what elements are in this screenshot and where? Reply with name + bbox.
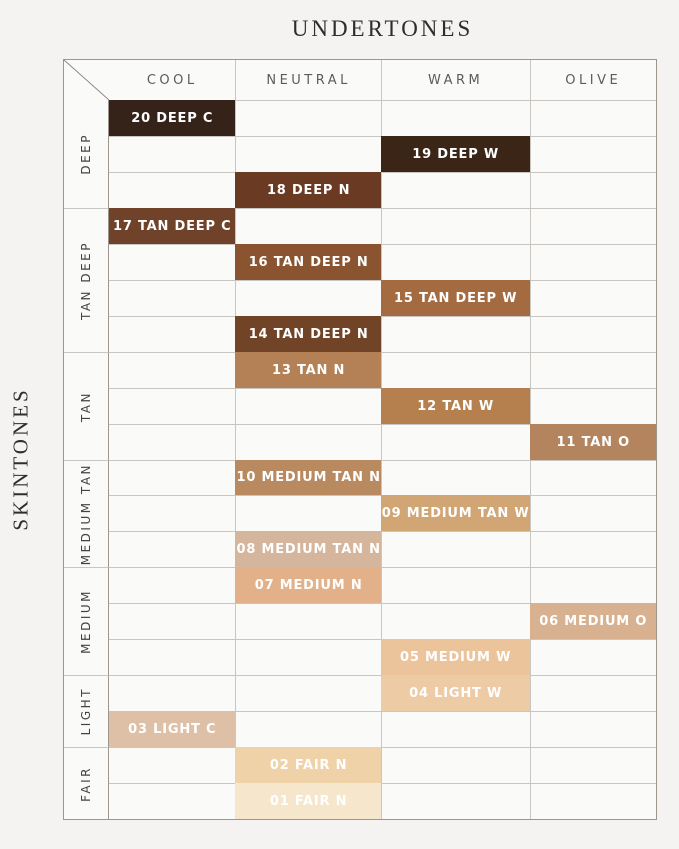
empty-cell xyxy=(381,172,530,208)
row-group-label: TAN xyxy=(79,390,93,422)
shade-cell-07-medium-n xyxy=(235,567,380,603)
empty-cell xyxy=(381,424,530,460)
row-group-deep xyxy=(64,100,109,208)
shade-label: 19 DEEP W xyxy=(412,146,500,162)
shade-cell-04-light-w xyxy=(381,675,530,711)
shade-label: 10 MEDIUM TAN N xyxy=(236,470,381,486)
shade-label: 09 MEDIUM TAN W xyxy=(381,506,530,522)
shade-label: 06 MEDIUM O xyxy=(539,614,648,630)
empty-cell xyxy=(530,639,656,675)
empty-cell xyxy=(109,603,235,639)
empty-cell xyxy=(530,244,656,280)
empty-cell xyxy=(235,208,380,244)
shade-label: 20 DEEP C xyxy=(131,110,214,126)
empty-cell xyxy=(530,280,656,316)
empty-cell xyxy=(381,567,530,603)
row-group-label: LIGHT xyxy=(79,687,93,736)
empty-cell xyxy=(109,639,235,675)
shade-label: 15 TAN DEEP W xyxy=(393,290,518,306)
empty-cell xyxy=(235,675,380,711)
empty-cell xyxy=(530,747,656,783)
shade-cell-08-medium-tan-n xyxy=(235,531,380,567)
empty-cell xyxy=(109,567,235,603)
empty-cell xyxy=(235,424,380,460)
diagonal-divider-icon xyxy=(64,60,109,100)
empty-cell xyxy=(109,495,235,531)
empty-cell xyxy=(109,244,235,280)
corner-cell xyxy=(64,60,109,100)
shade-grid xyxy=(63,59,657,820)
empty-cell xyxy=(235,495,380,531)
empty-cell xyxy=(109,460,235,496)
shade-cell-15-tan-deep-w xyxy=(381,280,530,316)
shade-cell-10-medium-tan-n xyxy=(235,460,380,496)
shade-label: 08 MEDIUM TAN N xyxy=(236,542,381,558)
empty-cell xyxy=(235,388,380,424)
empty-cell xyxy=(381,747,530,783)
shade-cell-18-deep-n xyxy=(235,172,380,208)
empty-cell xyxy=(109,675,235,711)
empty-cell xyxy=(109,388,235,424)
empty-cell xyxy=(381,316,530,352)
shade-label: 04 LIGHT W xyxy=(409,686,503,702)
column-header-olive: OLIVE xyxy=(530,60,656,100)
shade-label: 14 TAN DEEP N xyxy=(248,326,369,342)
shade-label: 18 DEEP N xyxy=(266,182,351,198)
shade-cell-12-tan-w xyxy=(381,388,530,424)
empty-cell xyxy=(530,567,656,603)
empty-cell xyxy=(530,531,656,567)
shade-cell-14-tan-deep-n xyxy=(235,316,380,352)
empty-cell xyxy=(530,675,656,711)
row-group-label: MEDIUM xyxy=(79,589,93,655)
empty-cell xyxy=(109,172,235,208)
empty-cell xyxy=(530,208,656,244)
row-group-tan xyxy=(64,352,109,460)
empty-cell xyxy=(530,495,656,531)
column-header-cool: COOL xyxy=(146,72,198,88)
empty-cell xyxy=(235,603,380,639)
empty-cell xyxy=(530,172,656,208)
shade-label: 11 TAN O xyxy=(556,434,630,450)
empty-cell xyxy=(235,100,380,136)
shade-cell-09-medium-tan-w xyxy=(381,495,530,531)
shade-label: 13 TAN N xyxy=(272,362,346,378)
shade-label: 02 FAIR N xyxy=(269,758,348,774)
empty-cell xyxy=(530,460,656,496)
empty-cell xyxy=(530,388,656,424)
empty-cell xyxy=(381,100,530,136)
shade-label: 17 TAN DEEP C xyxy=(112,218,232,234)
shade-label: 01 FAIR N xyxy=(269,794,348,810)
shade-cell-17-tan-deep-c xyxy=(109,208,235,244)
empty-cell xyxy=(235,711,380,747)
empty-cell xyxy=(530,352,656,388)
shade-cell-01-fair-n xyxy=(235,783,380,819)
empty-cell xyxy=(109,531,235,567)
empty-cell xyxy=(109,424,235,460)
empty-cell xyxy=(109,747,235,783)
row-group-fair xyxy=(64,747,109,819)
empty-cell xyxy=(530,100,656,136)
shade-cell-20-deep-c xyxy=(109,100,235,136)
shade-cell-16-tan-deep-n xyxy=(235,244,380,280)
empty-cell xyxy=(381,244,530,280)
shade-cell-03-light-c xyxy=(109,711,235,747)
empty-cell xyxy=(381,711,530,747)
shade-label: 05 MEDIUM W xyxy=(400,650,512,666)
shade-cell-02-fair-n xyxy=(235,747,380,783)
column-header-neutral: NEUTRAL xyxy=(235,60,380,100)
empty-cell xyxy=(381,783,530,819)
shade-label: 07 MEDIUM N xyxy=(254,578,363,594)
empty-cell xyxy=(381,352,530,388)
shade-label: 12 TAN W xyxy=(417,398,494,414)
shade-cell-13-tan-n xyxy=(235,352,380,388)
row-group-label: TAN DEEP xyxy=(79,240,93,320)
empty-cell xyxy=(109,316,235,352)
row-group-label: MEDIUM TAN xyxy=(79,462,93,566)
skintones-axis-title: SKINTONES xyxy=(8,387,33,531)
shade-label: 16 TAN DEEP N xyxy=(248,254,369,270)
row-group-medium-tan xyxy=(64,460,109,568)
row-group-medium xyxy=(64,567,109,675)
empty-cell xyxy=(109,783,235,819)
row-group-label: FAIR xyxy=(79,765,93,802)
empty-cell xyxy=(381,603,530,639)
empty-cell xyxy=(235,280,380,316)
empty-cell xyxy=(530,316,656,352)
empty-cell xyxy=(109,352,235,388)
empty-cell xyxy=(530,783,656,819)
empty-cell xyxy=(530,136,656,172)
shade-cell-06-medium-o xyxy=(530,603,656,639)
empty-cell xyxy=(109,136,235,172)
row-group-light xyxy=(64,675,109,747)
shade-cell-05-medium-w xyxy=(381,639,530,675)
empty-cell xyxy=(530,711,656,747)
empty-cell xyxy=(381,531,530,567)
column-header-warm: WARM xyxy=(381,60,530,100)
shade-cell-19-deep-w xyxy=(381,136,530,172)
empty-cell xyxy=(381,460,530,496)
empty-cell xyxy=(109,280,235,316)
row-group-label: DEEP xyxy=(79,133,93,175)
empty-cell xyxy=(381,208,530,244)
shade-cell-11-tan-o xyxy=(530,424,656,460)
empty-cell xyxy=(235,639,380,675)
undertones-axis-title: UNDERTONES xyxy=(291,16,474,41)
empty-cell xyxy=(235,136,380,172)
row-group-tan-deep xyxy=(64,208,109,352)
shade-label: 03 LIGHT C xyxy=(128,722,217,738)
